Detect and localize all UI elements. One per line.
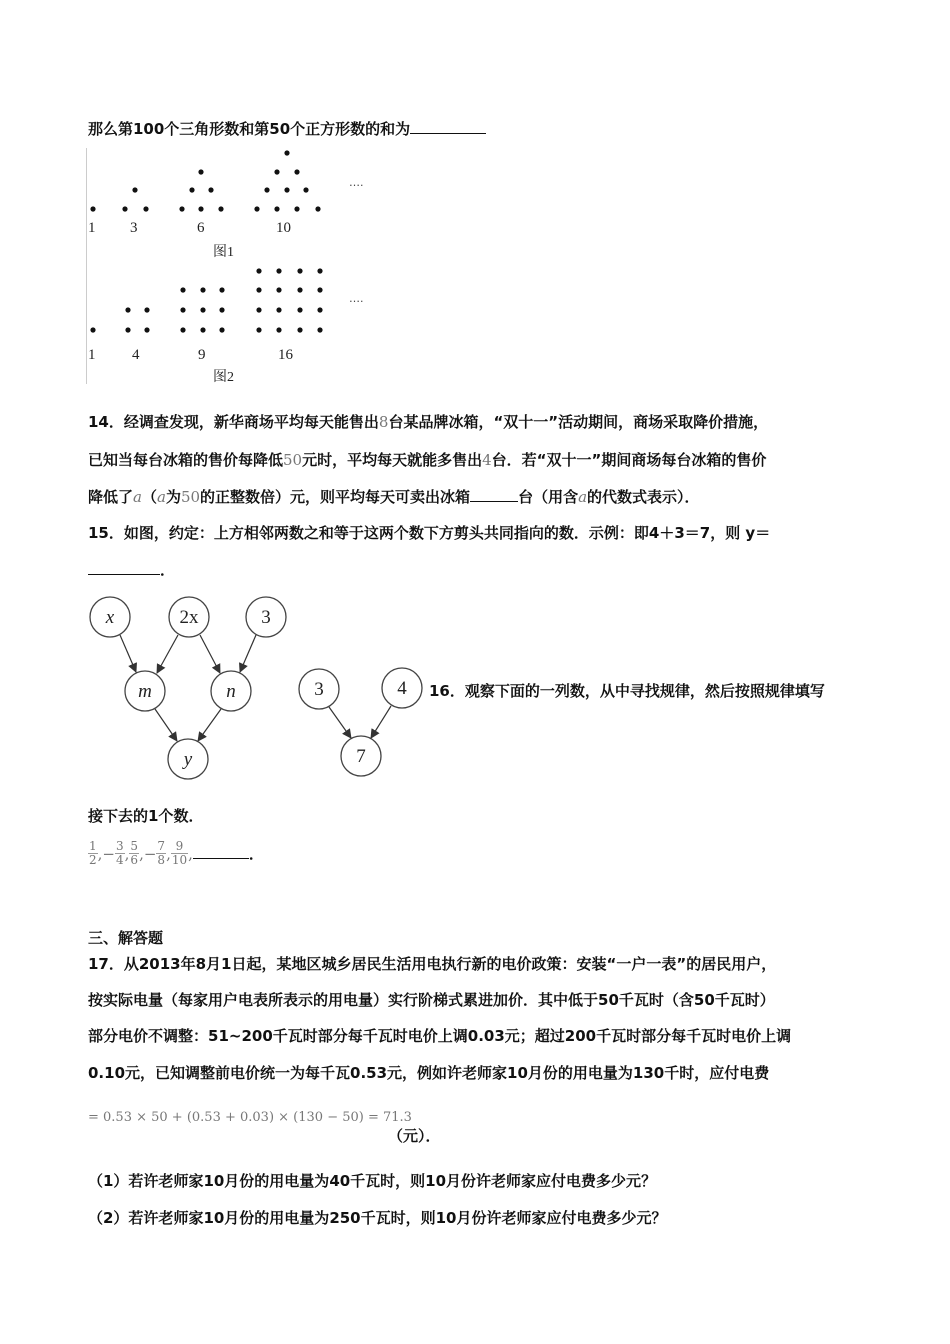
q17-formula-unit: （元）．	[388, 1127, 441, 1145]
triangle-dots	[90, 150, 320, 211]
q17-line-2: 按实际电量（每家用户电表所表示的用电量）实行阶梯式累进加价．其中低于50千瓦时（含50千瓦时）	[88, 991, 775, 1009]
fig2-ellipsis: ….	[349, 292, 364, 305]
q13-answer-blank[interactable]	[410, 119, 486, 134]
addition-tree-diagram	[80, 588, 430, 788]
q14-line-1: 14．经调查发现，新华商场平均每天能售出8台某品牌冰箱，“双十一”活动期间，商场采取降价措施，	[88, 413, 769, 431]
q17-line-3: 部分电价不调整：51~200千瓦时部分每千瓦时电价上调0.03元；超过200千瓦时部分每千瓦时电价上调	[88, 1027, 792, 1045]
fig2-label-16: 16	[278, 347, 293, 363]
q14-answer-blank[interactable]	[470, 487, 518, 502]
node-x: x	[105, 607, 115, 628]
seq-term-4: $\frac{7}{8}$	[157, 839, 166, 867]
q17-formula: = 0.53 × 50 + (0.53 + 0.03) × (130 − 50) = 71.3	[88, 1110, 412, 1125]
q15-line-1: 15．如图，约定：上方相邻两数之和等于这两个数下方剪头共同指向的数．示例：即4＋3＝7，则 y＝	[88, 524, 771, 542]
q17-line-4: 0.10元，已知调整前电价统一为每千瓦0.53元，例如许老师家10月份的用电量为130千时，应付电费	[88, 1064, 770, 1082]
node-3-top: 3	[261, 607, 271, 628]
figure-panel	[86, 148, 387, 384]
fig2-label-1: 1	[88, 347, 96, 363]
node-y: y	[183, 749, 193, 770]
fig2-label-4: 4	[132, 347, 140, 363]
node-n: n	[226, 681, 236, 702]
fig1-ellipsis: ….	[349, 176, 364, 189]
fig1-caption: 图1	[213, 245, 234, 260]
q14-line-3: 降低了a（a为50的正整数倍）元，则平均每天可卖出冰箱 台（用含a的代数式表示）．	[88, 488, 700, 506]
node-m: m	[138, 681, 152, 702]
q16-sequence: $\frac{1}{2}$ , − $\frac{3}{4}$ , $\frac{5}{6}$ , − $\frac{7}{8}$ , $\frac{9}{10}$ , ．	[89, 839, 264, 867]
fig1-label-1: 1	[88, 220, 96, 236]
node-2x: 2x	[179, 607, 199, 628]
q13-text: 那么第100个三角形数和第50个正方形数的和为	[88, 119, 486, 139]
q15-line-2: ．	[88, 560, 175, 580]
seq-term-5: $\frac{9}{10}$	[171, 839, 188, 867]
q17-line-1: 17．从2013年8月1日起，某地区城乡居民生活用电执行新的电价政策：安装“一户一表”的居民用户，	[88, 955, 777, 973]
fig1-label-10: 10	[276, 220, 291, 236]
seq-term-3: $\frac{5}{6}$	[130, 839, 139, 867]
fig1-label-3: 3	[130, 220, 138, 236]
example-node-7: 7	[356, 746, 366, 767]
fig2-caption: 图2	[213, 370, 234, 385]
q16-line-2: 接下去的1个数．	[88, 807, 204, 825]
section-heading: 三、解答题	[88, 929, 164, 947]
q14-line-2: 已知当每台冰箱的售价每降低50元时，平均每天就能多售出4台．若“双十一”期间商场每台冰箱的售价	[88, 451, 767, 469]
example-node-3: 3	[314, 679, 324, 700]
example-node-4: 4	[397, 678, 407, 699]
q15-answer-blank[interactable]	[88, 560, 160, 575]
fig2-label-9: 9	[198, 347, 206, 363]
q16-line-1: 16．观察下面的一列数，从中寻找规律，然后按照规律填写	[429, 682, 825, 700]
square-dots	[90, 268, 322, 332]
q17-sub-question-1: （1）若许老师家10月份的用电量为40千瓦时，则10月份许老师家应付电费多少元？	[88, 1172, 657, 1190]
q16-answer-blank[interactable]	[193, 848, 249, 859]
seq-term-2: $\frac{3}{4}$	[116, 839, 124, 867]
fig1-label-6: 6	[197, 220, 205, 236]
q17-sub-question-2: （2）若许老师家10月份的用电量为250千瓦时，则10月份许老师家应付电费多少元？	[88, 1209, 667, 1227]
seq-term-1: $\frac{1}{2}$	[89, 839, 97, 867]
